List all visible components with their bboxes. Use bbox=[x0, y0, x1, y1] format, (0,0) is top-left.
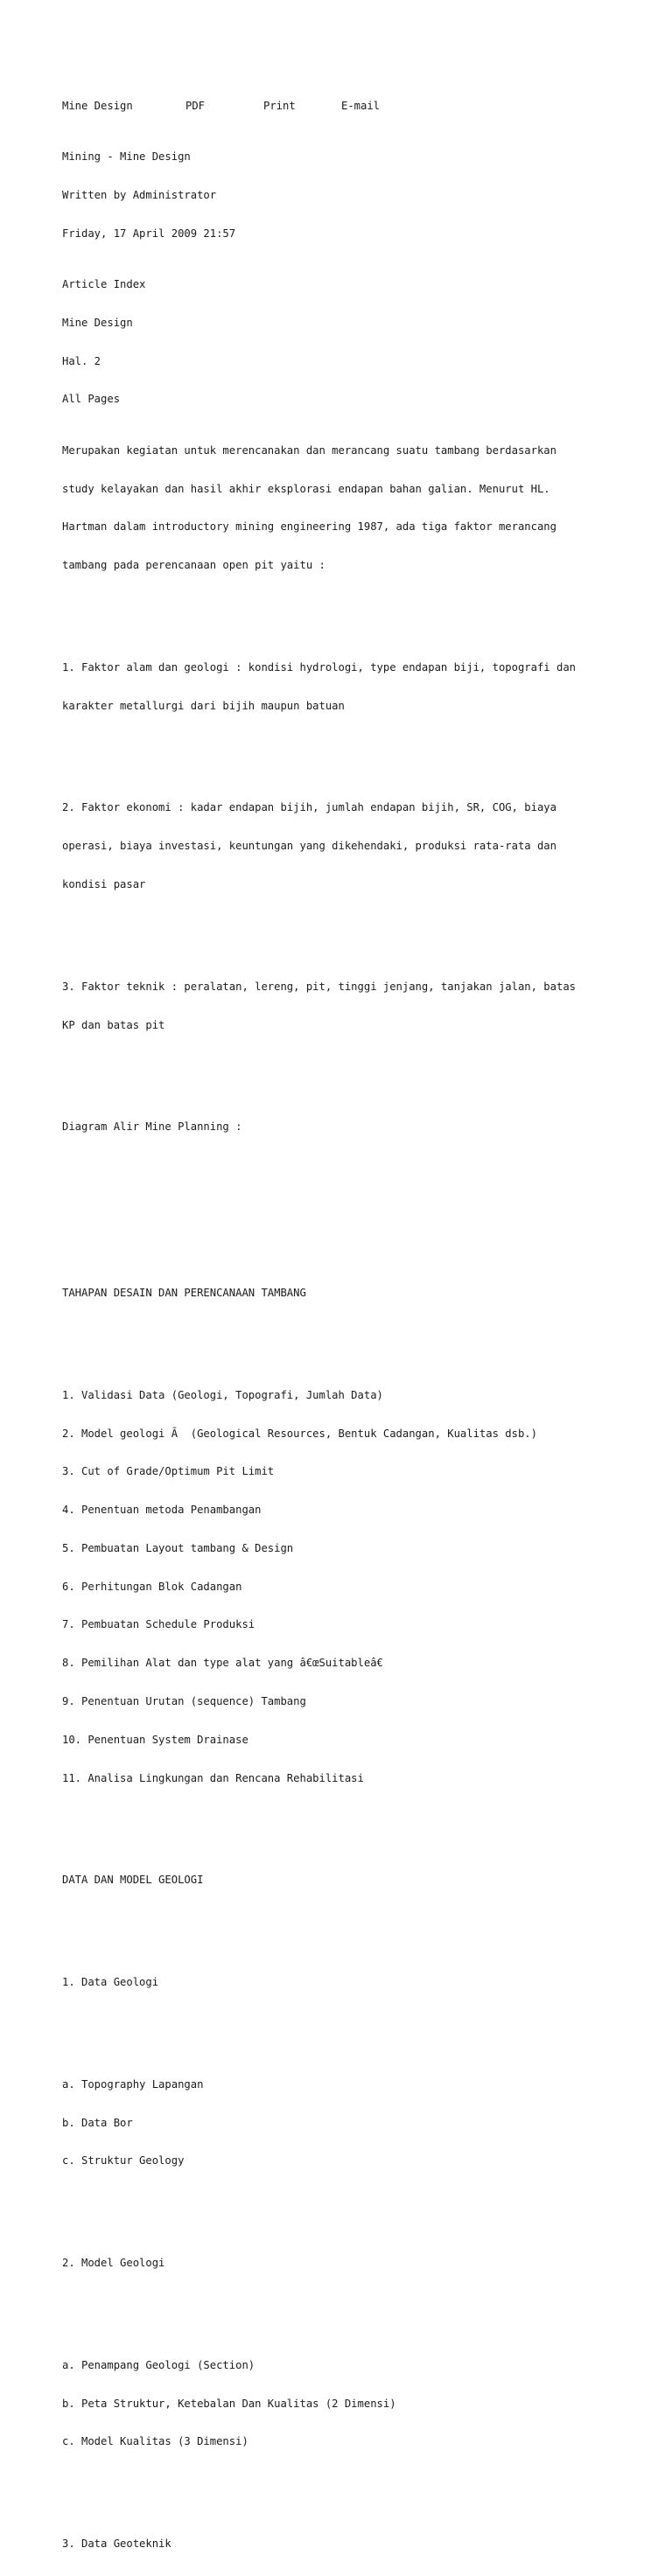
stage-item: 2. Model geologi Ã (Geological Resources, Bentuk Cadangan, Kualitas dsb.) bbox=[62, 1427, 537, 1440]
stage-item: 1. Validasi Data (Geologi, Topografi, Jumlah Data) bbox=[62, 1388, 383, 1401]
article-date: Friday, 17 April 2009 21:57 bbox=[62, 227, 236, 240]
intro-line: tambang pada perencanaan open pit yaitu : bbox=[62, 559, 326, 572]
factor-line: 2. Faktor ekonomi : kadar endapan bijih, jumlah endapan bijih, SR, COG, biaya bbox=[62, 801, 556, 814]
factor-line: 1. Faktor alam dan geologi : kondisi hydrologi, type endapan biji, topografi dan bbox=[62, 660, 576, 674]
intro-line: study kelayakan dan hasil akhir eksplorasi endapan bahan galian. Menurut HL. bbox=[62, 482, 550, 495]
data-geologi-heading: 1. Data Geologi bbox=[62, 1976, 159, 1989]
article-page bbox=[62, 61, 605, 2576]
factor-line: KP dan batas pit bbox=[62, 1018, 165, 1031]
stages-heading: TAHAPAN DESAIN DAN PERENCANAAN TAMBANG bbox=[62, 1287, 306, 1300]
stage-item: 3. Cut of Grade/Optimum Pit Limit bbox=[62, 1465, 275, 1478]
factor-line: 3. Faktor teknik : peralatan, lereng, pit, tinggi jenjang, tanjakan jalan, batas bbox=[62, 980, 576, 993]
stage-item: 7. Pembuatan Schedule Produksi bbox=[62, 1618, 256, 1631]
intro-line: Merupakan kegiatan untuk merencanakan dan merancang suatu tambang berdasarkan bbox=[62, 443, 556, 457]
data-geologi-item: b. Data Bor bbox=[62, 2116, 133, 2129]
factor-line: karakter metallurgi dari bijih maupun batuan bbox=[62, 699, 345, 712]
diagram-label: Diagram Alir Mine Planning : bbox=[62, 1120, 242, 1134]
intro-line: Hartman dalam introductory mining engineering 1987, ada tiga faktor merancang bbox=[62, 520, 556, 534]
model-geologi-item: b. Peta Struktur, Ketebalan Dan Kualitas (2 Dimensi) bbox=[62, 2397, 396, 2410]
email-link[interactable]: E-mail bbox=[341, 99, 381, 112]
article-header bbox=[62, 100, 605, 113]
stage-item: 6. Perhitungan Blok Cadangan bbox=[62, 1580, 242, 1593]
factor-line: kondisi pasar bbox=[62, 878, 146, 890]
article-index-item[interactable]: All Pages bbox=[62, 393, 121, 406]
factor-line: operasi, biaya investasi, keuntungan yang dikehendaki, produksi rata-rata dan bbox=[62, 840, 556, 853]
stage-item: 8. Pemilihan Alat dan type alat yang â€œSuitableâ€ bbox=[62, 1657, 383, 1670]
article-category: Mining - Mine Design bbox=[62, 150, 191, 164]
article-title: Mine Design bbox=[62, 99, 133, 112]
print-link[interactable]: Print bbox=[263, 99, 296, 112]
data-geologi-item: a. Topography Lapangan bbox=[62, 2077, 204, 2091]
model-geologi-item: a. Penampang Geologi (Section) bbox=[62, 2358, 256, 2371]
article-index-heading: Article Index bbox=[62, 278, 146, 291]
stage-item: 4. Penentuan metoda Penambangan bbox=[62, 1504, 262, 1517]
stage-item: 10. Penentuan System Drainase bbox=[62, 1733, 248, 1746]
model-geologi-heading: 2. Model Geologi bbox=[62, 2257, 165, 2270]
article-index-item[interactable]: Mine Design bbox=[62, 316, 133, 329]
stage-item: 11. Analisa Lingkungan dan Rencana Rehabilitasi bbox=[62, 1771, 364, 1784]
article-author: Written by Administrator bbox=[62, 188, 217, 201]
geology-heading: DATA DAN MODEL GEOLOGI bbox=[62, 1874, 204, 1887]
data-geologi-item: c. Struktur Geology bbox=[62, 2154, 185, 2168]
pdf-link[interactable]: PDF bbox=[186, 99, 206, 112]
article-index-item[interactable]: Hal. 2 bbox=[62, 354, 102, 367]
stage-item: 5. Pembuatan Layout tambang & Design bbox=[62, 1541, 294, 1554]
stage-item: 9. Penentuan Urutan (sequence) Tambang bbox=[62, 1695, 306, 1708]
data-geoteknik-heading: 3. Data Geoteknik bbox=[62, 2538, 172, 2551]
model-geologi-item: c. Model Kualitas (3 Dimensi) bbox=[62, 2435, 248, 2448]
